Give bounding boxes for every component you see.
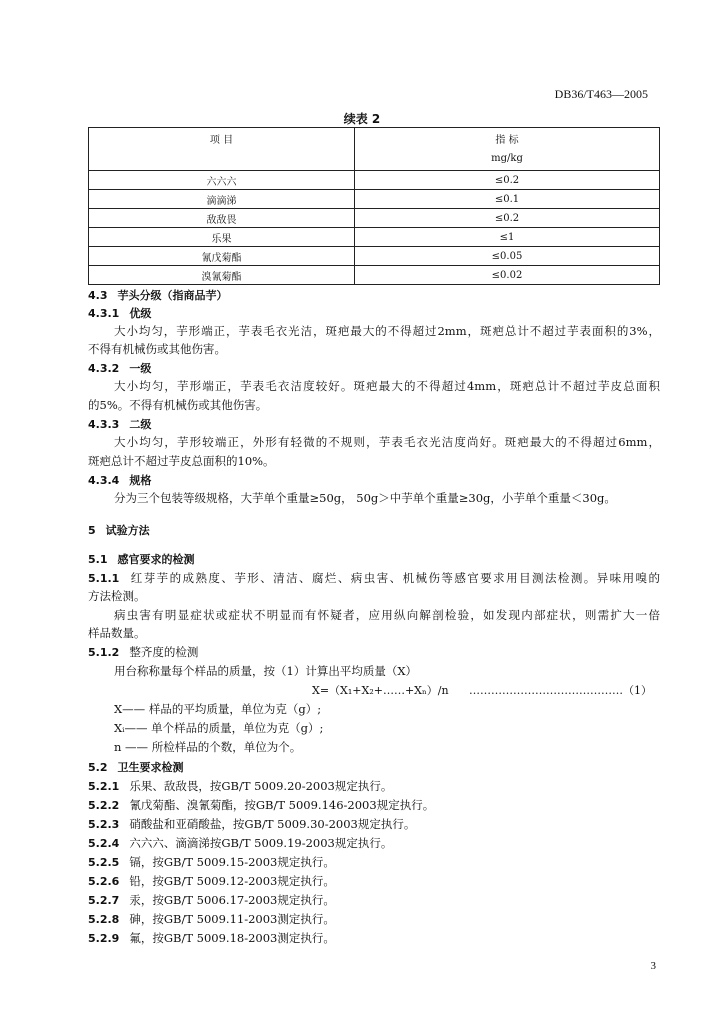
standard-number: DB36/T463—2005 (554, 87, 648, 101)
row-item: 氰戊菊酯 (89, 247, 355, 266)
table-header-row (89, 128, 660, 171)
table-row (89, 228, 660, 247)
section-number: 4.3.2 (88, 362, 120, 375)
section-heading (88, 644, 660, 661)
section-heading (88, 551, 660, 568)
formula: X=（X₁+X₂+……+Xₙ）/n (312, 684, 449, 697)
variable-definition: Xᵢ—— 单个样品的质量，单位为克（g）; (114, 721, 324, 735)
paragraph-line: 大小均匀，芋形端正，芋表毛衣光洁，斑疤最大的不得超过2mm，斑疤总计不超过芋表面积的3%， (114, 324, 660, 338)
section-number: 5.2.3 (88, 818, 120, 831)
section-title: 优级 (129, 307, 152, 320)
table-row (89, 209, 660, 228)
table-caption: 续表 2 (343, 112, 381, 126)
paragraph-line: 斑疤总计不超过芋皮总面积的10%。 (88, 454, 275, 468)
section-number: 5.1.2 (88, 646, 120, 659)
section-number: 5.2.8 (88, 913, 120, 926)
paragraph-line: 病虫害有明显症状或症状不明显而有怀疑者，应用纵向解剖检验，如发现内部症状，则需扩大一倍 (114, 608, 660, 622)
section-number: 4.3 (88, 289, 108, 302)
table-row (89, 190, 660, 209)
paragraph-line: 的5%。不得有机械伤或其他伤害。 (88, 398, 268, 412)
paragraph-line: 大小均匀，芋形较端正，外形有轻微的不规则，芋表毛衣光洁度尚好。斑疤最大的不得超过6mm， (114, 435, 660, 449)
table-row (89, 171, 660, 190)
list-item-text: 硝酸盐和亚硝酸盐，按GB/T 5009.30-2003规定执行。 (129, 817, 416, 831)
section-number: 5.2.9 (88, 932, 120, 945)
header-index-label: 指 标 (495, 135, 519, 146)
list-item-text: 镉，按GB/T 5009.15-2003规定执行。 (129, 855, 335, 869)
section-heading (88, 522, 660, 539)
row-value: ≤0.2 (355, 171, 660, 190)
list-item-text: 汞，按GB/T 5006.17-2003规定执行。 (129, 893, 335, 907)
row-item: 滴滴涕 (89, 190, 355, 209)
list-item (88, 930, 660, 947)
section-number: 5.2.5 (88, 856, 120, 869)
header-item: 项 目 (89, 128, 355, 171)
list-item-text: 砷，按GB/T 5009.11-2003测定执行。 (129, 912, 335, 926)
section-number: 5.1.1 (88, 572, 120, 585)
section-heading (88, 287, 660, 304)
section-title: 一级 (129, 362, 152, 375)
section-number: 5.2.7 (88, 894, 120, 907)
list-item (88, 892, 660, 909)
row-item: 溴氰菊酯 (89, 266, 355, 285)
section-title: 芋头分级（指商品芋） (117, 289, 228, 302)
section-number: 5.2 (88, 761, 108, 774)
paragraph-line: 样品数量。 (88, 626, 146, 640)
paragraph-line: 大小均匀，芋形端正，芋表毛衣洁度较好。斑疤最大的不得超过4mm，斑疤总计不超过芋皮总面积 (114, 379, 660, 393)
list-item (88, 873, 660, 890)
list-item (88, 854, 660, 871)
row-value: ≤0.2 (355, 209, 660, 228)
section-heading (88, 305, 660, 322)
section-title: 二级 (129, 418, 152, 431)
paragraph-line: 不得有机械伤或其他伤害。 (88, 342, 226, 356)
section-number: 5.2.6 (88, 875, 120, 888)
page-number: 3 (650, 960, 656, 972)
section-heading (88, 759, 660, 776)
paragraph-line: 分为三个包装等级规格，大芋单个重量≥50g， 50g＞中芋单个重量≥30g，小芋单个重量＜30g。 (114, 491, 616, 505)
table-row (89, 266, 660, 285)
list-item (88, 911, 660, 928)
row-item: 六六六 (89, 171, 355, 190)
section-title: 试验方法 (105, 524, 150, 537)
paragraph-line (88, 570, 660, 587)
section-number: 4.3.4 (88, 474, 120, 487)
header-index (355, 128, 660, 171)
list-item-text: 氰戊菊酯、溴氰菊酯，按GB/T 5009.146-2003规定执行。 (129, 798, 435, 812)
list-item (88, 835, 660, 852)
section-title: 感官要求的检测 (117, 553, 195, 566)
section-title: 整齐度的检测 (129, 645, 199, 659)
row-value: ≤0.05 (355, 247, 660, 266)
header-unit: mg/kg (491, 153, 523, 164)
section-heading (88, 416, 660, 433)
list-item (88, 778, 660, 795)
section-heading (88, 360, 660, 377)
section-number: 5.1 (88, 553, 108, 566)
section-number: 5.2.1 (88, 780, 120, 793)
row-value: ≤1 (355, 228, 660, 247)
section-number: 5.2.2 (88, 799, 120, 812)
limits-table (88, 127, 660, 285)
row-value: ≤0.1 (355, 190, 660, 209)
list-item-text: 铅，按GB/T 5009.12-2003规定执行。 (129, 874, 335, 888)
section-number: 4.3.3 (88, 418, 120, 431)
row-item: 乐果 (89, 228, 355, 247)
list-item-text: 氟，按GB/T 5009.18-2003测定执行。 (129, 931, 335, 945)
section-number: 5.2.4 (88, 837, 120, 850)
list-item-text: 乐果、敌敌畏，按GB/T 5009.20-2003规定执行。 (129, 779, 393, 793)
section-number: 5 (88, 524, 96, 537)
list-item (88, 816, 660, 833)
variable-definition: X—— 样品的平均质量，单位为克（g）; (114, 702, 322, 716)
paragraph-line: 方法检测。 (88, 589, 146, 603)
formula-number: ……………………………………（1） (469, 684, 652, 697)
paragraph-text: 红芽芋的成熟度、芋形、清洁、腐烂、病虫害、机械伤等感官要求用目测法检测。异味用嗅的 (129, 571, 660, 585)
section-title: 规格 (129, 474, 152, 487)
row-item: 敌敌畏 (89, 209, 355, 228)
variable-definition: n —— 所检样品的个数，单位为个。 (114, 740, 302, 754)
section-title: 卫生要求检测 (117, 761, 184, 774)
paragraph-line: 用台称称量每个样品的质量，按（1）计算出平均质量（X） (114, 664, 418, 678)
section-number: 4.3.1 (88, 307, 120, 320)
list-item (88, 797, 660, 814)
section-heading (88, 472, 660, 489)
table-row (89, 247, 660, 266)
row-value: ≤0.02 (355, 266, 660, 285)
list-item-text: 六六六、滴滴涕按GB/T 5009.19-2003规定执行。 (129, 836, 393, 850)
